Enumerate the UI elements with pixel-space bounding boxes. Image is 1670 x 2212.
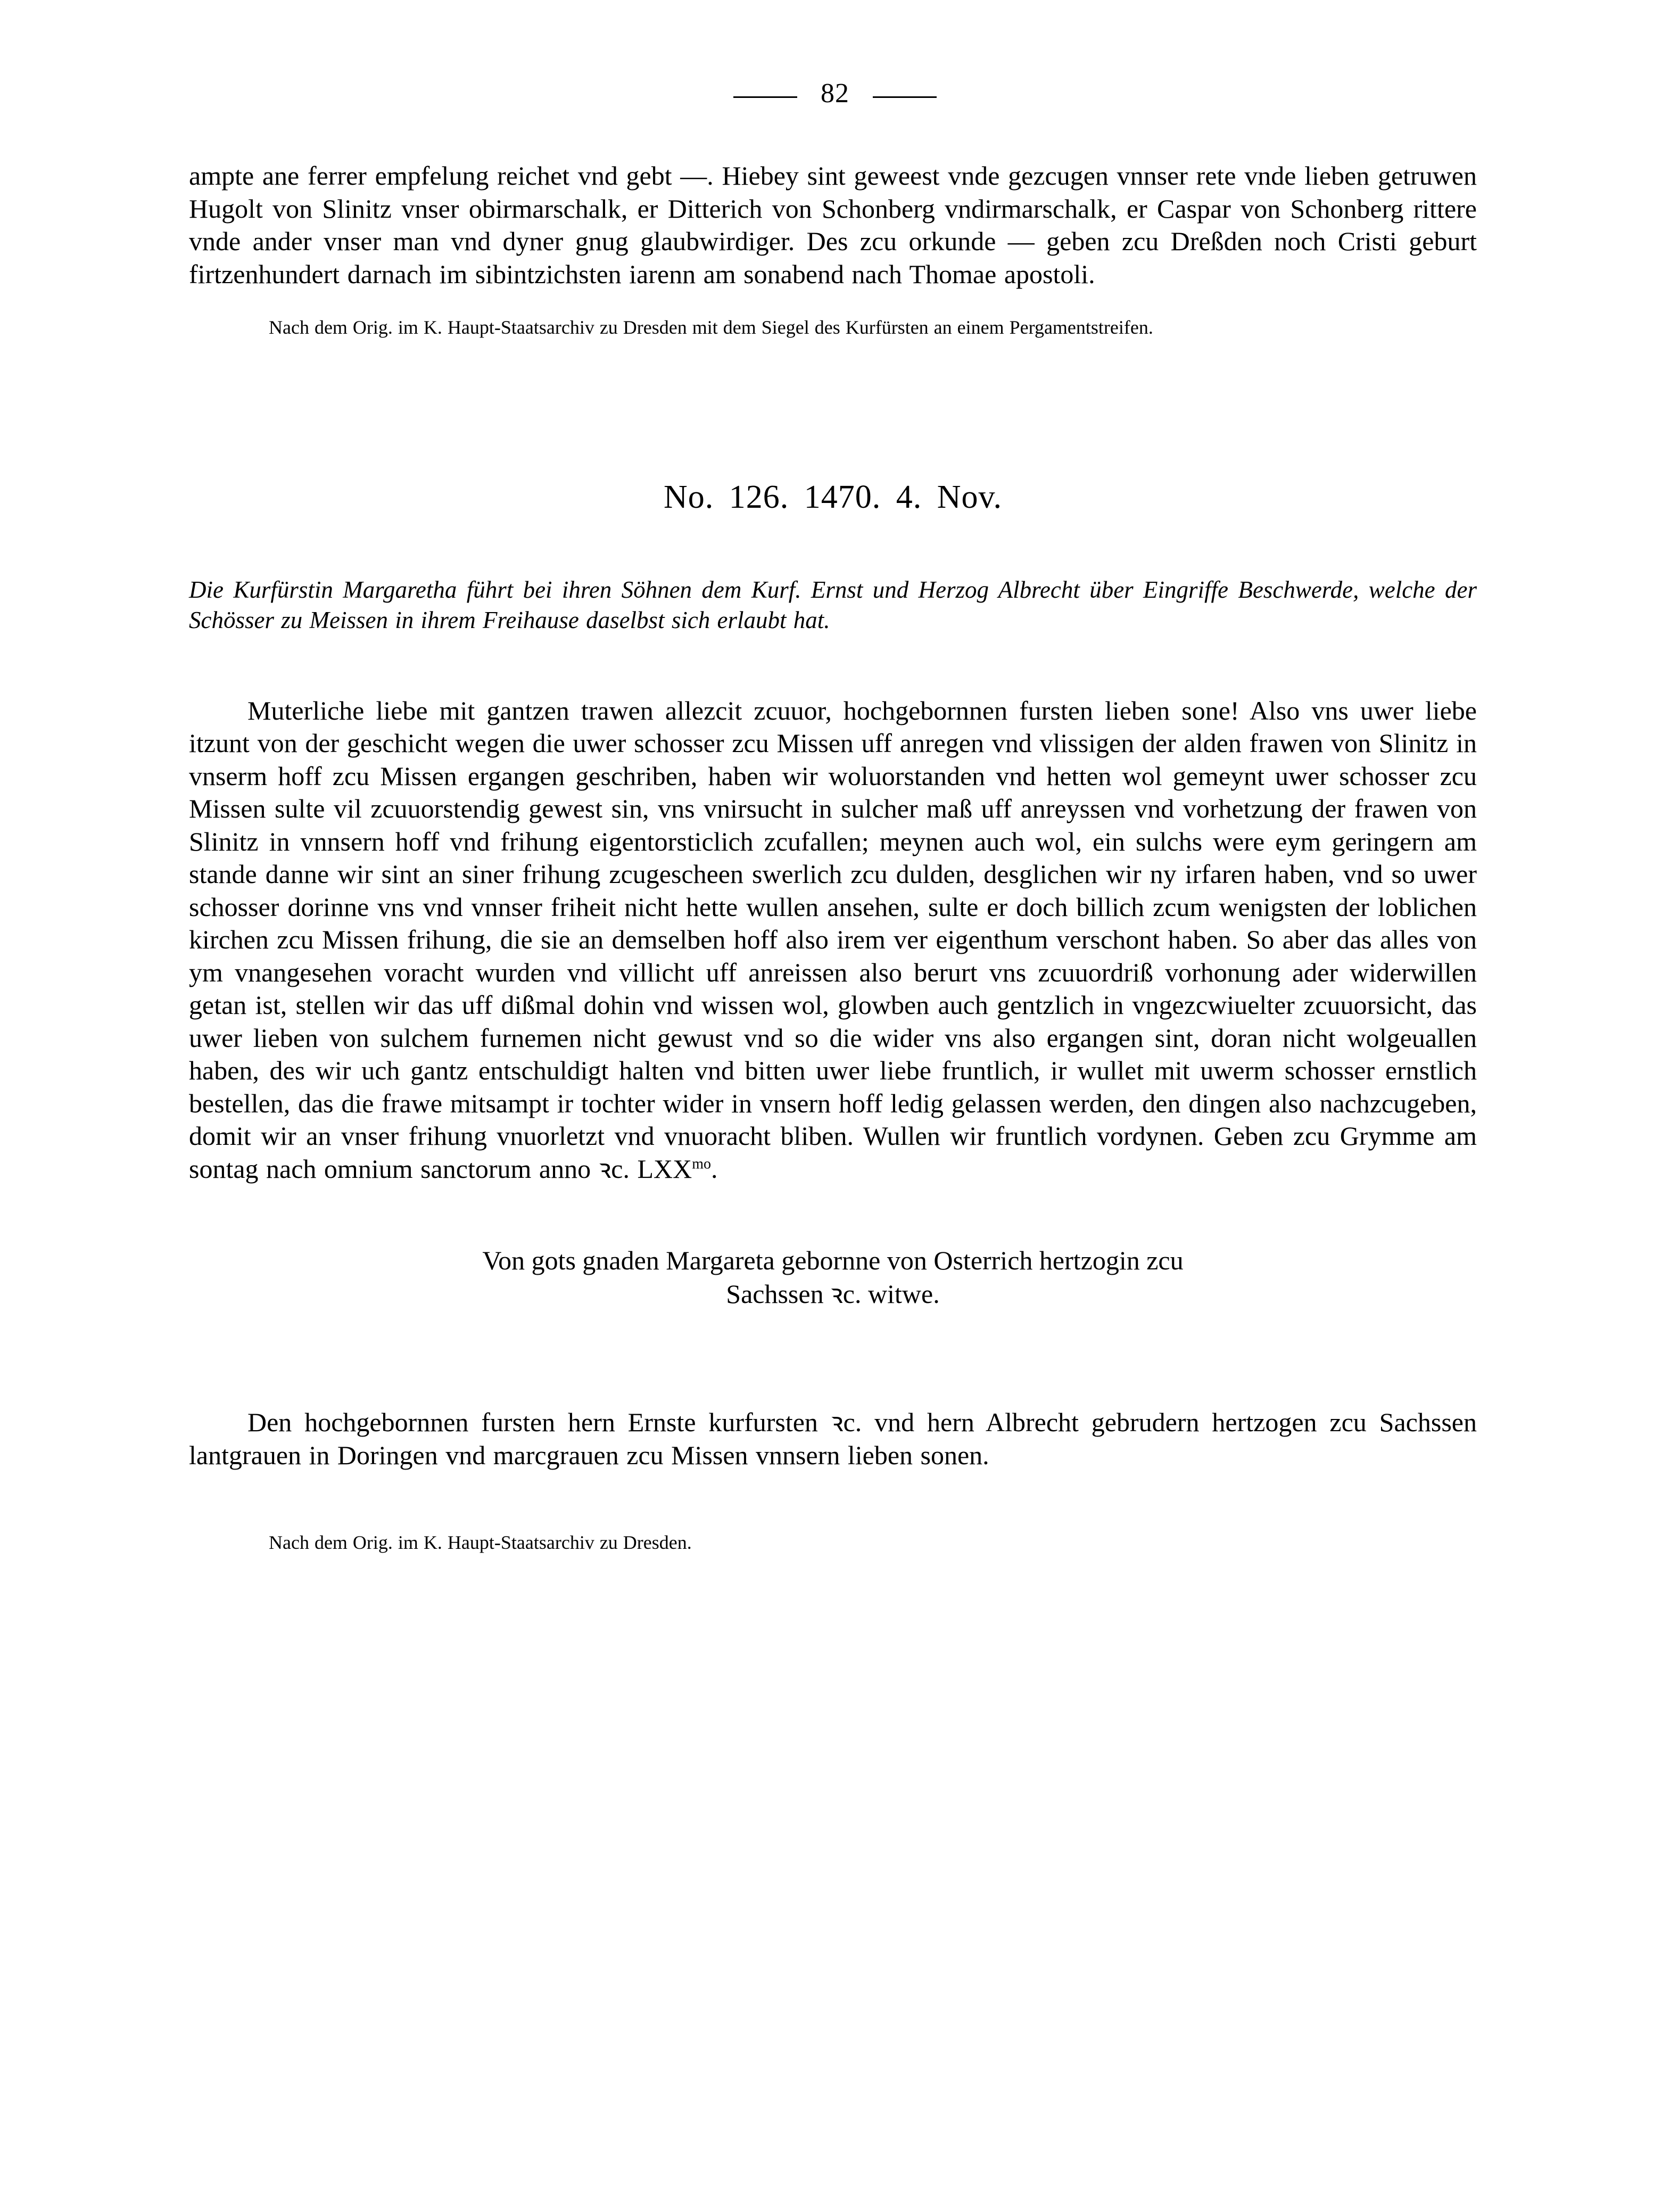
head-rule-right-icon	[873, 96, 937, 98]
spacer	[189, 1472, 1477, 1530]
document-regest: Die Kurfürstin Margaretha führt bei ihren Söhnen dem Kurf. Ernst und Herzog Albrecht über Eingriffe Beschwerde, welche der Schösser zu Meissen in ihrem Freihause daselbst sich erlaubt hat.	[189, 576, 1477, 634]
running-head-inner	[733, 80, 937, 108]
spacer	[189, 516, 1477, 575]
running-head	[0, 80, 1670, 108]
ordinal-suffix: mo	[692, 1155, 712, 1173]
document-body-end: .	[711, 1153, 718, 1184]
document-heading: No. 126. 1470. 4. Nov.	[663, 478, 1003, 515]
address-post: vnd hern Albrecht gebrudern hertzogen zcu Sachssen lantgrauen in Doringen vnd marcgrauen zcu Missen vnnsern lieben sonen.	[189, 1407, 1477, 1470]
continuation-paragraph: ampte ane ferrer empfelung reichet vnd gebt —. Hiebey sint geweest vnde gezcugen vnnser rete vnde lieben getruwen Hugolt von Slinitz vnser obirmarschalk, er Ditterich von Schonberg vndirmarschalk, er Caspar von Schonberg rittere vnde ander vnser man vnd dyner gnug glaubwirdiger. Des zcu orkunde — geben zcu Dreßden noch Cristi geburt firtzenhundert darnach im sibintzichsten iarenn am sonabend nach Thomae apostoli.	[189, 161, 1477, 289]
spacer	[189, 291, 1477, 315]
spacer	[189, 1185, 1477, 1244]
etc-abbreviation: ꝛc.	[598, 1153, 630, 1184]
document-body	[189, 695, 1477, 1186]
signature-line-2-pre: Sachssen	[726, 1278, 831, 1309]
signature-line-2-post: witwe.	[861, 1278, 940, 1309]
document-body-tail: LXX	[629, 1153, 692, 1184]
signature-line-2	[253, 1277, 1413, 1311]
signature-line-1: Von gots gnaden Margareta gebornne von Osterrich hertzogin zcu	[482, 1245, 1184, 1276]
head-rule-left-icon	[733, 96, 797, 98]
document-body-text: Muterliche liebe mit gantzen trawen allezcit zcuuor, hochgebornnen fursten lieben sone! Also vns uwer liebe itzunt von der geschicht wegen die uwer schosser zcu Missen uff anregen vnd vlissigen der alden frawen von Slinitz in vnserm hoff zcu Missen ergangen geschriben, haben wir woluorstanden vnd hetten wol gemeynt uwer schosser zcu Missen sulte vil zcuuorstendig gewest sin, vns vnirsucht in sulcher maß uff anreyssen vnd vorhetzung der frawen von Slinitz in vnnsern hoff vnd frihung eigentorsticlich zcufallen; meynen auch wol, ein sulchs were eym geringern am stande danne wir sint an siner frihung zcugescheen swerlich zcu dulden, desglichen wir ny irfaren haben, vnd so uwer schosser dorinne vns vnd vnnser friheit nicht hette wullen ansehen, sulte er doch billich zcum wenigsten der loblichen kirchen zcu Missen frihung, die sie an demselben hoff also irem ver eigenthum verschont haben. So aber das alles von ym vnangesehen voracht wurden vnd villicht uff anreissen also berurt vns zcuuordriß vorhonung ader widerwillen getan ist, stellen wir das uff dißmal dohin vnd wissen wol, glowben auch gentzlich in vngezcwiuelter zcuuorsicht, das uwer lieben von sulchem furnemen nicht gewust vnd so die wider vns also ergangen sint, doran nicht wolgeuallen haben, des wir uch gantz entschuldigt halten vnd bitten uwer liebe fruntlich, ir wullet mit uwerm schosser ernstlich bestellen, das die frawe mitsampt ir tochter wider in vnsern hoff ledig gelassen werden, den dingen also nachzcugeben, domit wir an vnser frihung vnuorletzt vnd vnuoracht bliben. Wullen wir fruntlich vordynen. Geben zcu Grymme am sontag nach omnium sanctorum anno	[189, 695, 1477, 1184]
spacer	[189, 636, 1477, 695]
spacer	[189, 340, 1477, 478]
spacer	[189, 1310, 1477, 1406]
source-note-upper: Nach dem Orig. im K. Haupt-Staatsarchiv zu Dresden mit dem Siegel des Kurfürsten an einem Pergamentstreifen.	[269, 317, 1153, 338]
etc-abbreviation: ꝛc.	[830, 1407, 862, 1438]
source-note-lower: Nach dem Orig. im K. Haupt-Staatsarchiv zu Dresden.	[269, 1532, 692, 1554]
page-number: 82	[821, 78, 849, 109]
signature-block	[189, 1244, 1477, 1310]
etc-abbreviation: ꝛc.	[830, 1278, 862, 1309]
text-block	[189, 160, 1477, 1555]
address-block	[189, 1406, 1477, 1472]
address-pre: Den hochgebornnen fursten hern Ernste kurfursten	[247, 1407, 831, 1438]
